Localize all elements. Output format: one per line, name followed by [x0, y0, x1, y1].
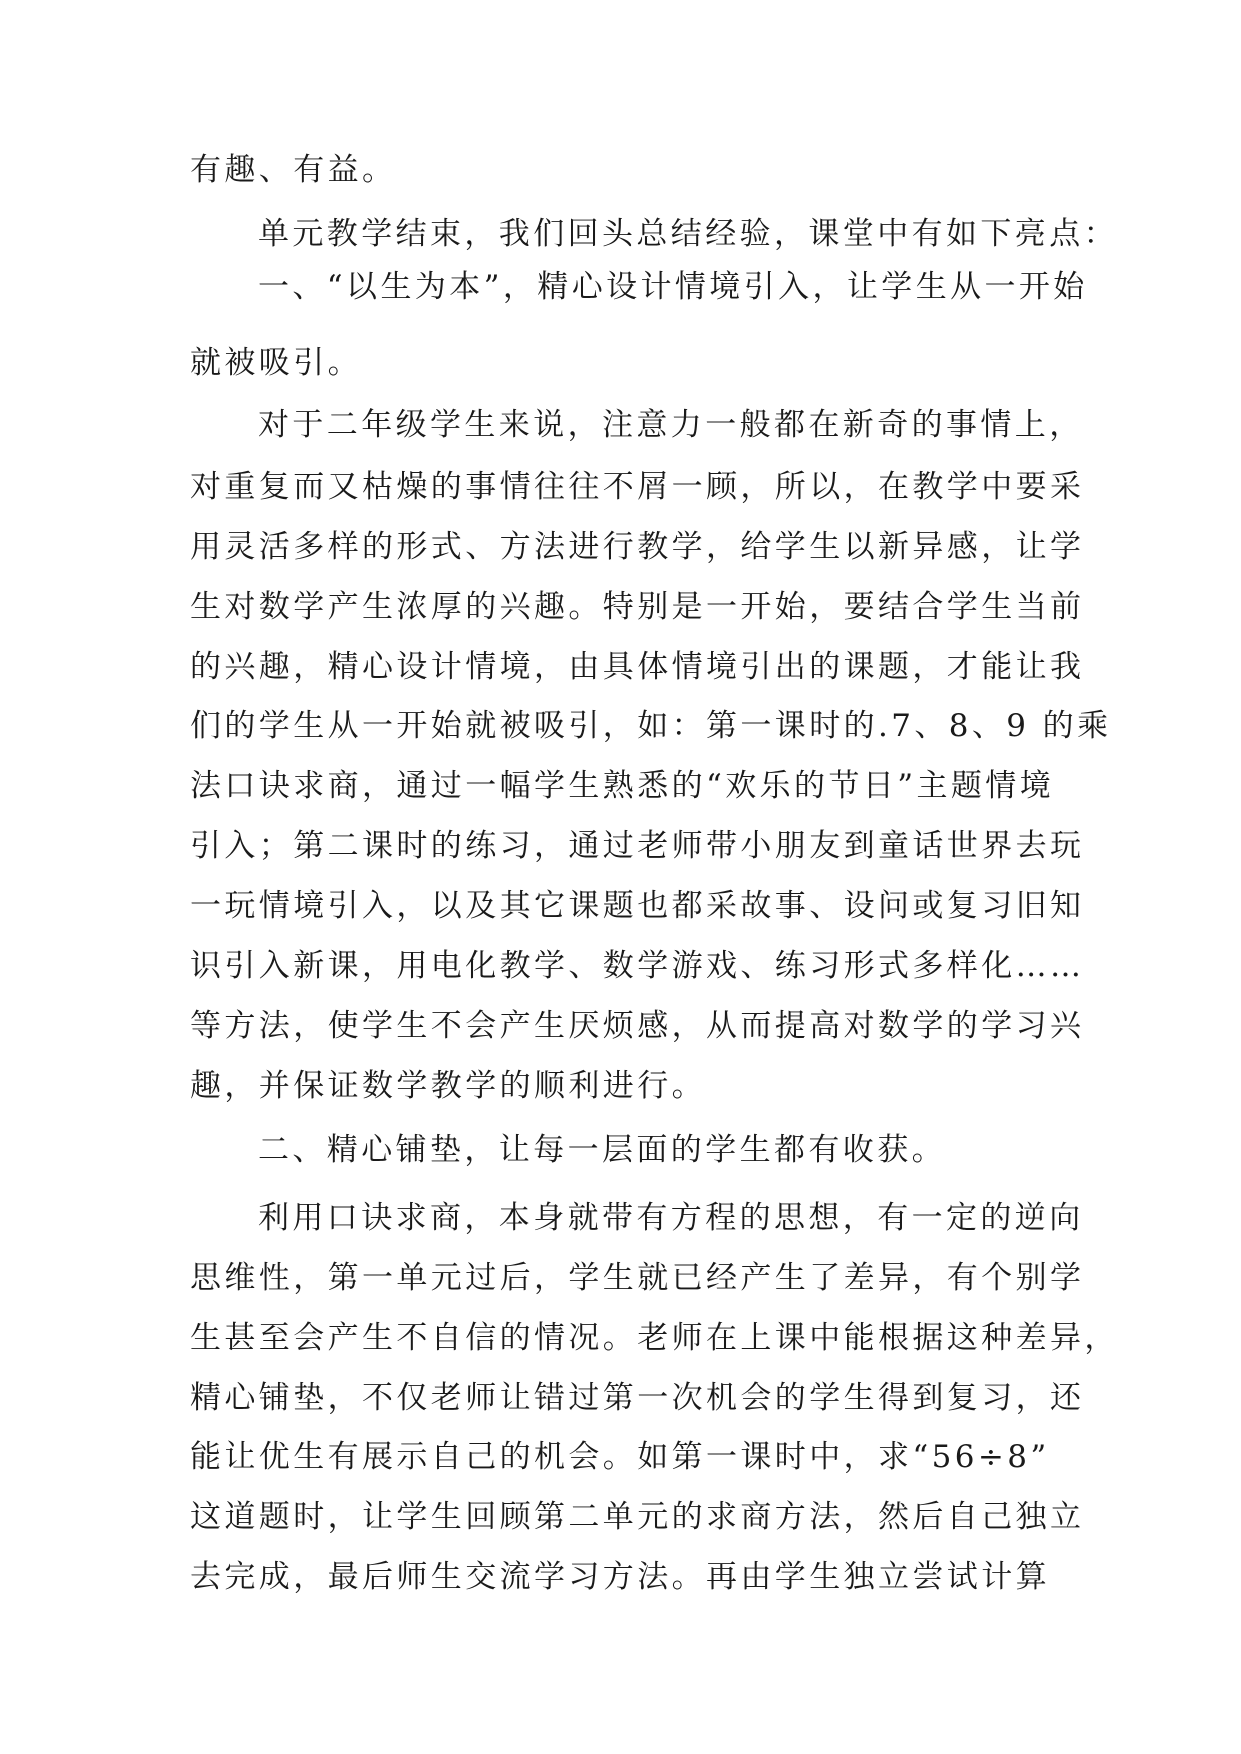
text-line: 生甚至会产生不自信的情况。老师在上课中能根据这种差异，: [190, 1320, 1119, 1356]
text-line: 一玩情境引入，以及其它课题也都采故事、设问或复习旧知: [190, 888, 1085, 924]
text-line: 就被吸引。: [190, 345, 362, 381]
text-line: 们的学生从一开始就被吸引，如：第一课时的.7、8、9 的乘: [190, 708, 1112, 744]
text-line: 二、精心铺垫，让每一层面的学生都有收获。: [258, 1132, 946, 1168]
text-line: 法口诀求商，通过一幅学生熟悉的“欢乐的节日”主题情境: [190, 768, 1055, 804]
text-line: 对重复而又枯燥的事情往往不屑一顾，所以，在教学中要采: [190, 469, 1085, 505]
text-line: 单元教学结束，我们回头总结经验，课堂中有如下亮点：: [258, 216, 1118, 252]
text-line: 对于二年级学生来说，注意力一般都在新奇的事情上，: [258, 407, 1084, 443]
text-line: 生对数学产生浓厚的兴趣。特别是一开始，要结合学生当前: [190, 589, 1085, 625]
text-line: 引入；第二课时的练习，通过老师带小朋友到童话世界去玩: [190, 828, 1085, 864]
text-line: 这道题时，让学生回顾第二单元的求商方法，然后自己独立: [190, 1499, 1085, 1535]
text-line: 一、“以生为本”，精心设计情境引入，让学生从一开始: [258, 269, 1088, 305]
text-line: 用灵活多样的形式、方法进行教学，给学生以新异感，让学: [190, 529, 1085, 565]
text-line: 利用口诀求商，本身就带有方程的思想，有一定的逆向: [258, 1200, 1084, 1236]
text-line: 思维性，第一单元过后，学生就已经产生了差异，有个别学: [190, 1260, 1085, 1296]
text-line: 精心铺垫，不仅老师让错过第一次机会的学生得到复习，还: [190, 1380, 1085, 1416]
text-line: 去完成，最后师生交流学习方法。再由学生独立尝试计算: [190, 1559, 1050, 1595]
text-line: 等方法，使学生不会产生厌烦感，从而提高对数学的学习兴: [190, 1008, 1085, 1044]
text-line: 的兴趣，精心设计情境，由具体情境引出的课题，才能让我: [190, 649, 1085, 685]
text-line: 能让优生有展示自己的机会。如第一课时中，求“56÷8”: [190, 1439, 1050, 1475]
text-line: 有趣、有益。: [190, 152, 397, 188]
text-line: 趣，并保证数学教学的顺利进行。: [190, 1068, 706, 1104]
text-line: 识引入新课，用电化教学、数学游戏、练习形式多样化……: [190, 948, 1085, 984]
